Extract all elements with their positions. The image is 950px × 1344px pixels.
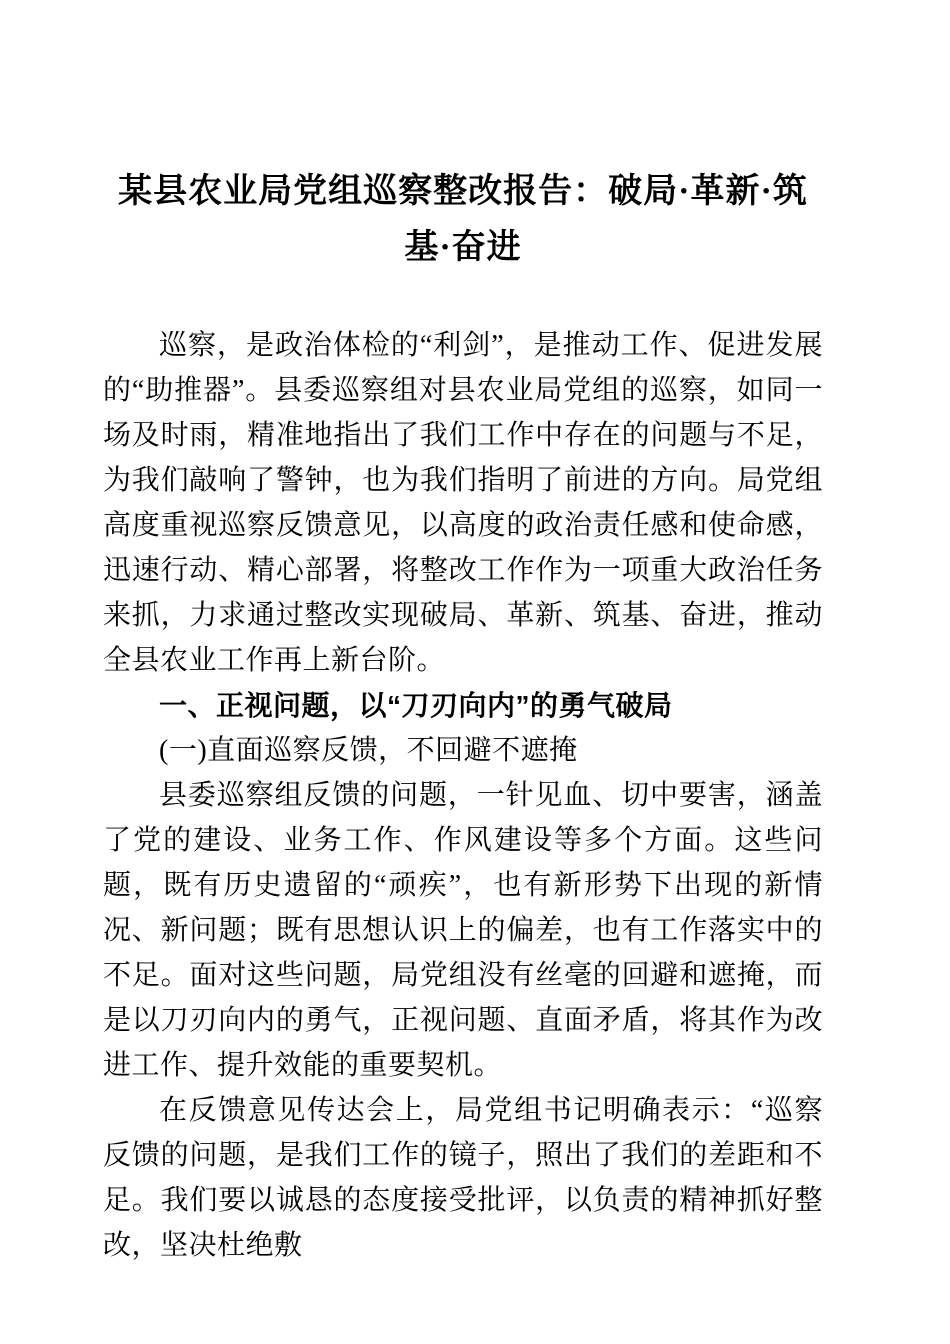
intro-paragraph: 巡察，是政治体检的“利剑”，是推动工作、促进发展的“助推器”。县委巡察组对县农业局党组的巡察，如同一场及时雨，精准地指出了我们工作中存在的问题与不足，为我们敲响了警钟，也为我们指明了前进的方向。局党组高度重视巡察反馈意见，以高度的政治责任感和使命感，迅速行动、精心部署，将整改工作作为一项重大政治任务来抓，力求通过整改实现破局、革新、筑基、奋进，推动全县农业工作再上新台阶。 [103, 330, 823, 676]
section-1-paragraph-2: 在反馈意见传达会上，局党组书记明确表示：“巡察反馈的问题，是我们工作的镜子，照出了我们的差距和不足。我们要以诚恳的态度接受批评，以负责的精神抓好整改，坚决杜绝敷 [103, 1095, 823, 1261]
section-1-subheading: (一)直面巡察反馈，不回避不遮掩 [159, 735, 578, 766]
section-1-heading: 一、正视问题，以“刀刃向内”的勇气破局 [159, 690, 673, 721]
document-title: 某县农业局党组巡察整改报告：破局·革新·筑基·奋进 [118, 173, 808, 266]
section-1-paragraph-1: 县委巡察组反馈的问题，一针见血、切中要害，涵盖了党的建设、业务工作、作风建设等多个方面。这些问题，既有历史遗留的“顽疾”，也有新形势下出现的新情况、新问题；既有思想认识上的偏差，也有工作落实中的不足。面对这些问题，局党组没有丝毫的回避和遮掩，而是以刀刃向内的勇气，正视问题、直面矛盾，将其作为改进工作、提升效能的重要契机。 [103, 780, 823, 1081]
